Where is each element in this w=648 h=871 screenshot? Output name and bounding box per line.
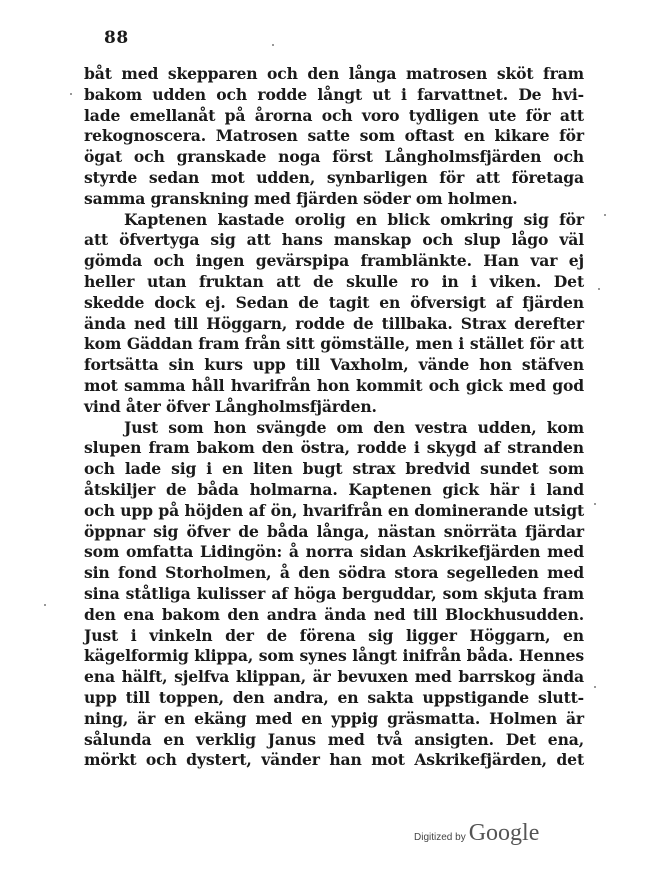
text-line: styrde sedan mot udden, synbarligen för att företaga <box>84 167 584 187</box>
scan-speck <box>598 288 600 290</box>
text-line: den ena bakom den andra ända ned till Blockhusudden. <box>84 604 584 624</box>
text-line: ända ned till Höggarn, rodde de tillbaka. Strax derefter <box>84 313 584 333</box>
text-line: kom Gäddan fram från sitt gömställe, men i stället för att <box>84 334 584 354</box>
text-line: ena hälft, sjelfva klippan, är bevuxen med barrskog ända <box>84 667 584 687</box>
scan-speck <box>594 503 596 505</box>
text-line: sålunda en verklig Janus med två ansigten. Det ena, <box>84 729 584 749</box>
body-text <box>84 64 584 771</box>
text-line: ning, är en ekäng med en yppig gräsmatta. Holmen är <box>84 708 584 728</box>
text-line: slupen fram bakom den östra, rodde i skygd af stranden <box>84 438 584 458</box>
text-line: kägelformig klippa, som synes långt inifrån båda. Hennes <box>84 646 584 666</box>
scan-speck <box>44 604 46 606</box>
text-line: och upp på höjden af ön, hvarifrån en dominerande utsigt <box>84 500 584 520</box>
text-line: fortsätta sin kurs upp till Vaxholm, vände hon stäfven <box>84 355 584 375</box>
text-line: båt med skepparen och den långa matrosen sköt fram <box>84 64 584 83</box>
text-line: samma granskning med fjärden söder om holmen. <box>84 188 518 208</box>
text-line: mot samma håll hvarifrån hon kommit och gick med god <box>84 375 584 395</box>
text-line: att öfvertyga sig att hans manskap och slup lågo väl <box>84 230 584 250</box>
text-line: ögat och granskade noga först Långholmsfjärden och <box>84 147 584 167</box>
text-line: Just i vinkeln der de förena sig ligger Höggarn, en <box>84 625 584 645</box>
text-line: gömda och ingen gevärspipa framblänkte. Han var ej <box>84 251 584 271</box>
text-line: heller utan fruktan att de skulle ro in i viken. Det <box>84 271 584 291</box>
digitized-by-google-watermark <box>414 820 539 850</box>
text-line: skedde dock ej. Sedan de tagit en öfversigt af fjärden <box>84 292 584 312</box>
paragraph-start-line: Just som hon svängde om den vestra udden, kom <box>124 417 584 437</box>
text-line: sina ståtliga kulisser af höga berguddar, som skjuta fram <box>84 583 584 603</box>
text-line: som omfatta Lidingön: å norra sidan Askrikefjärden med <box>84 542 584 562</box>
scan-speck <box>70 93 72 95</box>
page-number: 88 <box>104 28 129 48</box>
text-line: bakom udden och rodde långt ut i farvattnet. De hvi- <box>84 84 584 104</box>
paragraph-start-line: Kaptenen kastade orolig en blick omkring sig för <box>124 209 584 229</box>
scan-speck <box>594 686 596 688</box>
text-line: och lade sig i en liten bugt strax bredvid sundet som <box>84 459 584 479</box>
text-line: öppnar sig öfver de båda långa, nästan snörräta fjärdar <box>84 521 584 541</box>
text-line: sin fond Storholmen, å den södra stora segelleden med <box>84 563 584 583</box>
text-line: vind åter öfver Långholmsfjärden. <box>84 396 377 416</box>
google-logo: Google <box>468 820 540 846</box>
text-line: åtskiljer de båda holmarna. Kaptenen gick här i land <box>84 479 584 499</box>
text-line: upp till toppen, den andra, en sakta uppstigande slutt- <box>84 687 584 707</box>
text-line: lade emellanåt på årorna och voro tydligen ute för att <box>84 105 584 125</box>
watermark-prefix: Digitized by <box>414 832 466 843</box>
scan-speck <box>604 214 606 216</box>
text-line: rekognoscera. Matrosen satte som oftast en kikare för <box>84 126 584 146</box>
text-line: mörkt och dystert, vänder han mot Askrikefjärden, det <box>84 750 584 770</box>
scan-speck <box>272 44 274 46</box>
